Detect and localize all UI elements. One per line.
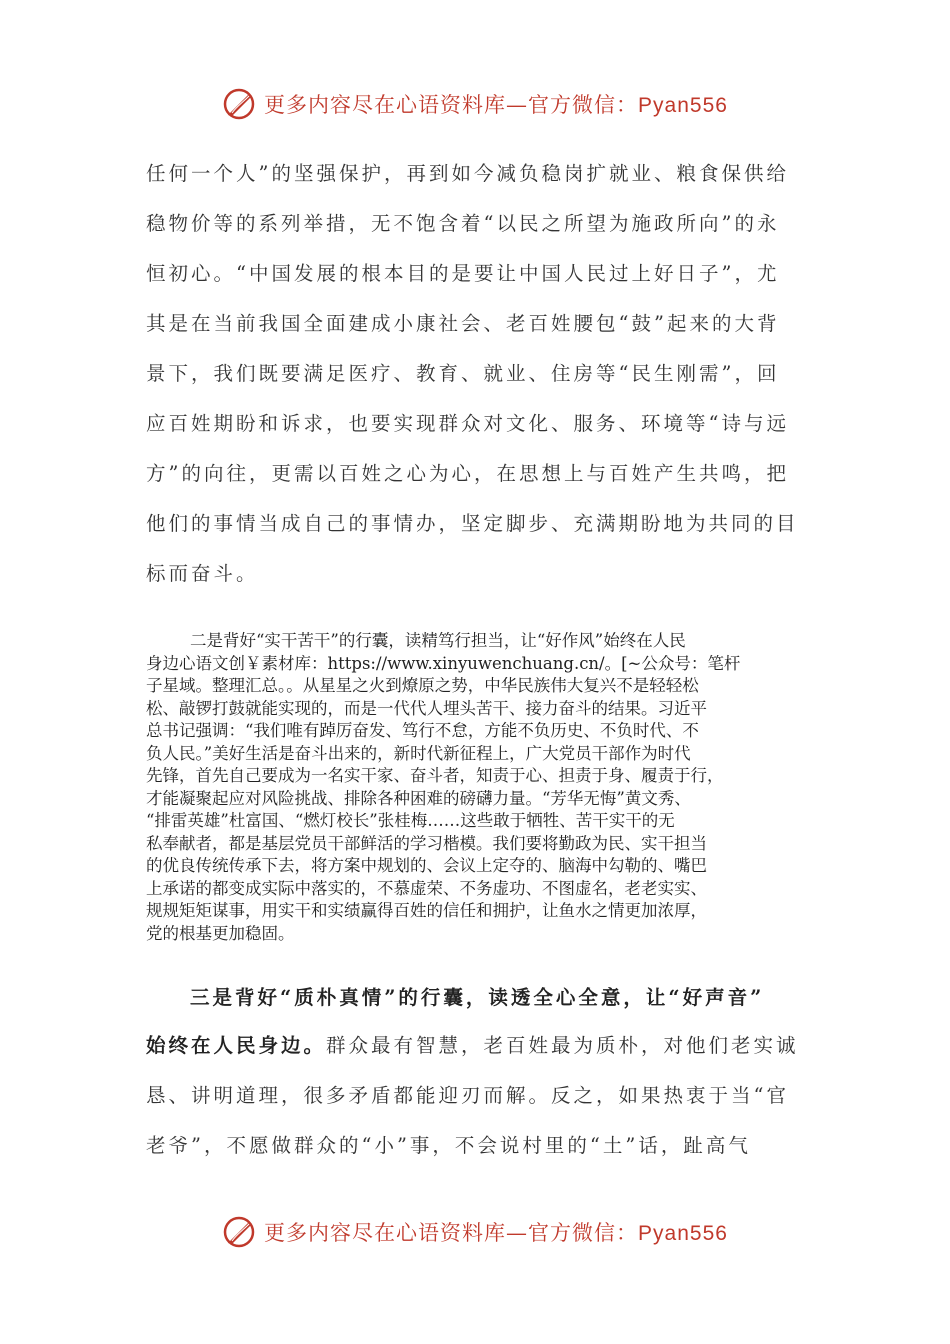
header-watermark-banner xyxy=(0,84,950,124)
paragraph-1-line: 稳物价等的系列举措，无不饱含着“以民之所望为施政所向”的永 xyxy=(146,212,780,235)
footer-watermark-text: 更多内容尽在心语资料库—官方微信：Pyan556 xyxy=(264,1221,728,1245)
quill-logo-icon xyxy=(222,1215,256,1249)
paragraph-1-line: 景下，我们既要满足医疗、教育、就业、住房等“民生刚需”，回 xyxy=(146,362,780,385)
paragraph-3-heading: 三是背好“质朴真情”的行囊，读透全心全意，让“好声音” xyxy=(190,986,765,1009)
paragraph-3-line: 老爷”，不愿做群众的“小”事，不会说村里的“土”话，趾高气 xyxy=(146,1134,751,1157)
paragraph-1-line: 方”的向往，更需以百姓之心为心，在思想上与百姓产生共鸣，把 xyxy=(146,462,789,485)
paragraph-1-line: 他们的事情当成自己的事情办，坚定脚步、充满期盼地为共同的目 xyxy=(146,512,799,535)
paragraph-2-line: 二是背好“实干苦干”的行囊，读精笃行担当，让“好作风”始终在人民 xyxy=(190,631,686,650)
paragraph-3-line: 恳、讲明道理，很多矛盾都能迎刃而解。反之，如果热衷于当“官 xyxy=(146,1084,789,1107)
paragraph-2-line: 身边心语文创￥素材库：https://www.xinyuwenchuang.cn/。[~公众号：笔杆 xyxy=(146,653,741,673)
paragraph-1-line: 其是在当前我国全面建成小康社会、老百姓腰包“鼓”起来的大背 xyxy=(146,312,780,335)
paragraph-2-line: 松、敲锣打鼓就能实现的，而是一代代人埋头苦干、接力奋斗的结果。习近平 xyxy=(146,698,707,718)
paragraph-1-line: 任何一个人”的坚强保护，再到如今减负稳岗扩就业、粮食保供给 xyxy=(146,162,789,185)
paragraph-2-line: 负人民。”美好生活是奋斗出来的，新时代新征程上，广大党员干部作为时代 xyxy=(146,743,691,763)
paragraph-2-line: 党的根基更加稳固。 xyxy=(146,923,295,943)
paragraph-2-line: 上承诺的都变成实际中落实的，不慕虚荣、不务虚功、不图虚名，老老实实、 xyxy=(146,878,707,898)
paragraph-2 xyxy=(146,630,806,945)
paragraph-2-line: 子星域。整理汇总。。从星星之火到燎原之势，中华民族伟大复兴不是轻轻松 xyxy=(146,676,699,695)
paragraph-2-line: 总书记强调：“我们唯有踔厉奋发、笃行不怠，方能不负历史、不负时代、不 xyxy=(146,721,699,740)
quill-logo-icon xyxy=(222,87,256,121)
paragraph-2-line: 才能凝聚起应对风险挑战、排除各种困难的磅礴力量。“芳华无悔”黄文秀、 xyxy=(146,788,691,808)
paragraph-3-line-rest: 群众最有智慧，老百姓最为质朴，对他们老实诚 xyxy=(326,1034,799,1057)
paragraph-1-line: 恒初心。“中国发展的根本目的是要让中国人民过上好日子”，尤 xyxy=(146,262,780,285)
paragraph-3-line xyxy=(146,1030,799,1058)
paragraph-2-line: 的优良传统传承下去，将方案中规划的、会议上定夺的、脑海中勾勒的、嘴巴 xyxy=(146,856,707,875)
paragraph-3-heading-end: 始终在人民身边。 xyxy=(146,1034,327,1057)
paragraph-2-line: 规规矩矩谋事，用实干和实绩赢得百姓的信任和拥护，让鱼水之情更加浓厚， xyxy=(146,901,707,920)
paragraph-2-line: 私奉献者，都是基层党员干部鲜活的学习楷模。我们要将勤政为民、实干担当 xyxy=(146,833,707,853)
header-watermark-text: 更多内容尽在心语资料库—官方微信：Pyan556 xyxy=(264,93,728,117)
paragraph-2-line: 先锋，首先自己要成为一名实干家、奋斗者，知责于心、担责于身、履责于行， xyxy=(146,766,724,785)
paragraph-1-line: 应百姓期盼和诉求，也要实现群众对文化、服务、环境等“诗与远 xyxy=(146,412,789,435)
footer-watermark-banner xyxy=(0,1212,950,1252)
paragraph-1-line: 标而奋斗。 xyxy=(146,562,259,585)
paragraph-2-line: “排雷英雄”杜富国、“燃灯校长”张桂梅……这些敢于牺牲、苦干实干的无 xyxy=(146,811,675,830)
